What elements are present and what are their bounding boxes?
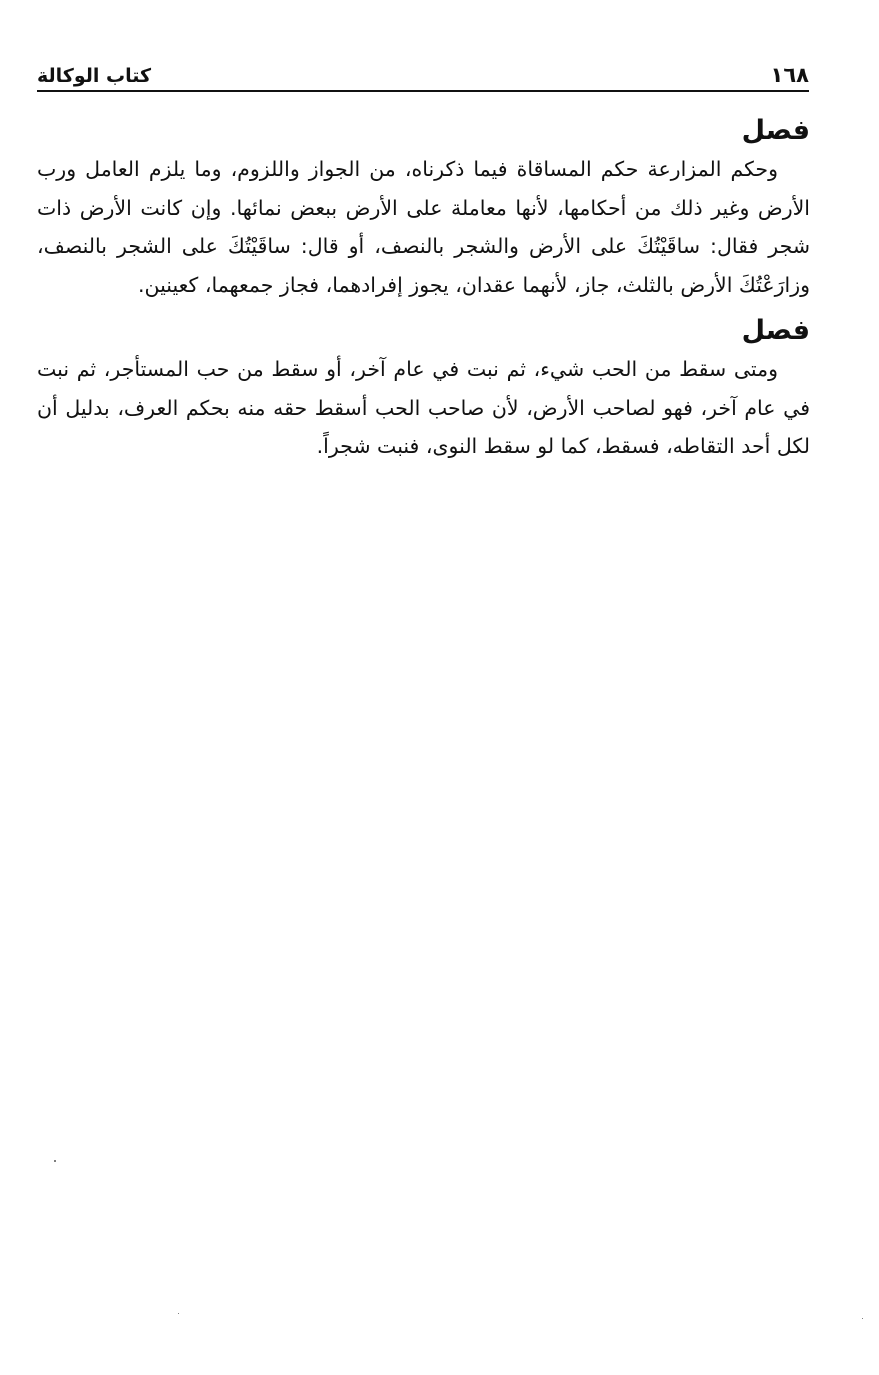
book-title: كتاب الوكالة — [37, 65, 152, 87]
section-heading: فصل — [741, 315, 810, 346]
scan-speck — [178, 1313, 179, 1314]
page-number: ١٦٨ — [770, 63, 809, 87]
scan-speck — [862, 1318, 863, 1319]
page-body — [37, 112, 810, 474]
running-header — [37, 58, 809, 92]
section-1 — [37, 112, 810, 304]
section-paragraph: ومتى سقط من الحب شيء، ثم نبت في عام آخر، أو سقط من حب المستأجر، ثم نبت في عام آخر، فهو لصاحب الأر‌ض، لأن صاحب الحب أسقط حقه منه بحكم العرف، بدليل أن لكل أحد التقاطه، فسقط، كما لو سقط النوى، فنبت شجراً. — [37, 357, 810, 458]
section-heading: فصل — [741, 115, 810, 146]
section-paragraph: وحكم المزارعة حكم المساقاة فيما ذكرناه، من الجواز واللزوم، وما يلزم العامل ورب الأرض وغير ذلك من أحكامها، لأنها معاملة على الأرض ببعض نمائها. وإن كانت الأرض ذات شجر فقال: ساقَيْتُكَ على الأرض والشجر بالنصف، أو قال: ساقَيْتُكَ على الشجر بالنصف، وزارَعْتُكَ الأرض بالثلث، جاز، لأنهما عقدان، يجوز إفرادهما، فجاز جمعهما، كعينين. — [37, 157, 810, 297]
section-2 — [37, 312, 810, 466]
scan-speck — [54, 1160, 56, 1162]
